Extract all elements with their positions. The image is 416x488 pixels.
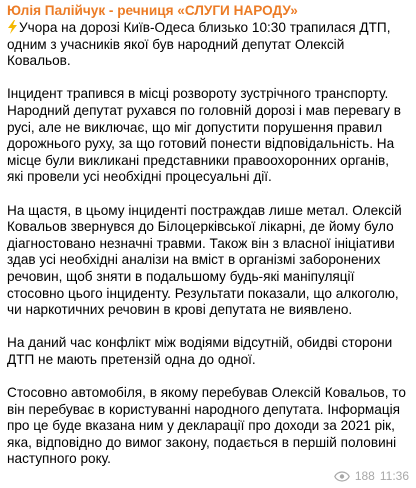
paragraph-text: Учора на дорозі Київ-Одеса близько 10:30 трапилася ДТП, одним з учасників якої був народний депутат Олексій Ковальов. <box>7 20 391 69</box>
lightning-bolt-icon <box>7 20 18 34</box>
view-count: 188 <box>354 469 375 483</box>
post-paragraph-1 <box>7 20 409 70</box>
post-meta <box>334 469 409 483</box>
post-paragraph-5: Стосовно автомобіля, в якому перебував Олексій Ковальов, то він перебуває в користуванні народного депутата. Інформація про це буде вказана ним у декларації про доходи за 2021 рік, яка, відповідно до вимог закону, подається в першій половині наступного року. <box>7 385 406 467</box>
eye-icon <box>334 471 350 482</box>
post-paragraph-3: На щастя, в цьому інциденті постраждав лише метал. Олексій Ковальов звернувся до Білоцерківської лікарні, де йому було діагностовано незначні травми. Також він з власної ініціативи здав усі необхідні аналізи на вміст в організмі заборонених речовин, щоб зняти в подальшому будь-які маніпуляції стосовно цього інциденту. Результати показали, що алкоголю, чи наркотичних речовин в крові депутата не виявлено. <box>7 202 402 318</box>
post-paragraph-4: На даний час конфлікт між водіями відсутній, обидві сторони ДТП не мають претензій одна до одної. <box>7 335 393 367</box>
channel-name[interactable]: Юлія Палійчук - речниця «СЛУГИ НАРОДУ» <box>7 3 298 18</box>
post-time: 11:36 <box>379 469 409 483</box>
post-text <box>7 20 409 468</box>
post-paragraph-2: Інцидент трапився в місці розвороту зустрічного транспорту. Народний депутат рухався по головній дорозі і мав перевагу в русі, але не виключає, що міг допустити порушення правил дорожнього руху, за що готовий понести відповідальність. На місце були викликані представники правоохоронних органів, які провели усі необхідні процесуальні дії. <box>7 86 401 185</box>
